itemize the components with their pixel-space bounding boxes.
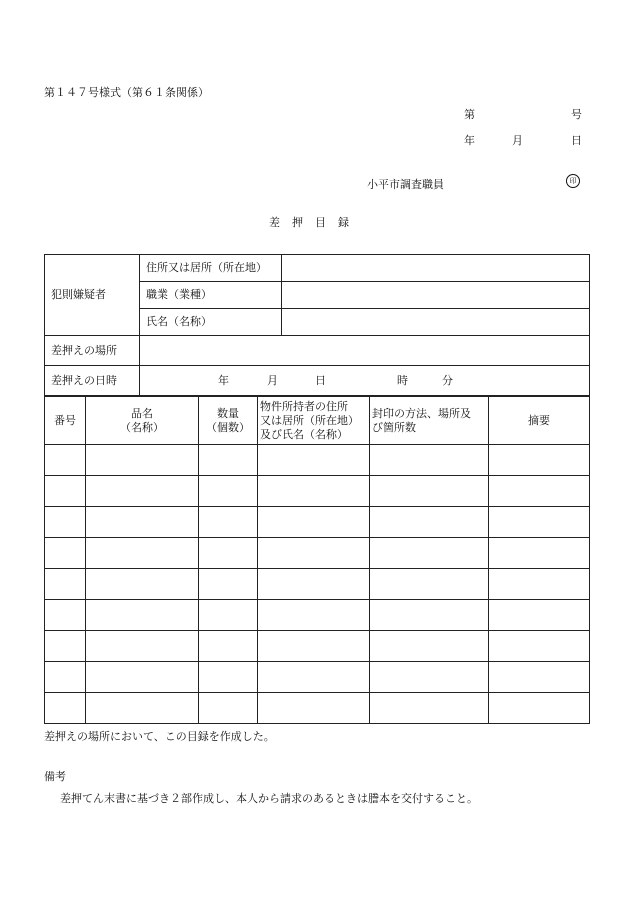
name-field[interactable] xyxy=(282,309,590,336)
header-item-name: 品名 （名称） xyxy=(86,397,199,445)
table-cell[interactable] xyxy=(370,600,489,631)
occupation-label: 職業（業種） xyxy=(140,282,282,309)
table-cell[interactable] xyxy=(258,631,370,662)
table-cell[interactable] xyxy=(489,662,590,693)
table-cell[interactable] xyxy=(199,507,258,538)
name-label: 氏名（名称） xyxy=(140,309,282,336)
table-cell[interactable] xyxy=(199,445,258,476)
address-field[interactable] xyxy=(282,255,590,282)
table-cell[interactable] xyxy=(489,538,590,569)
table-cell[interactable] xyxy=(199,662,258,693)
table-cell[interactable] xyxy=(370,445,489,476)
statement-text: 差押えの場所において、この目録を作成した。 xyxy=(44,730,275,743)
table-cell[interactable] xyxy=(258,569,370,600)
table-cell[interactable] xyxy=(86,476,199,507)
suspect-info-table xyxy=(44,254,590,396)
table-row xyxy=(45,600,590,631)
table-cell[interactable] xyxy=(86,600,199,631)
table-cell[interactable] xyxy=(489,569,590,600)
datetime-month: 月 xyxy=(267,374,278,387)
table-cell[interactable] xyxy=(370,693,489,724)
table-cell[interactable] xyxy=(199,538,258,569)
table-cell[interactable] xyxy=(258,538,370,569)
table-cell[interactable] xyxy=(489,476,590,507)
table-cell[interactable] xyxy=(45,476,86,507)
table-cell[interactable] xyxy=(86,662,199,693)
header-number: 番号 xyxy=(45,397,86,445)
table-cell[interactable] xyxy=(45,538,86,569)
table-cell[interactable] xyxy=(199,693,258,724)
table-row xyxy=(45,662,590,693)
remarks-heading: 備考 xyxy=(44,770,66,783)
table-row xyxy=(45,445,590,476)
table-row xyxy=(45,693,590,724)
datetime-day: 日 xyxy=(315,374,326,387)
date-month-label: 月 xyxy=(512,134,523,147)
seizure-datetime-field[interactable] xyxy=(140,366,590,396)
header-quantity: 数量 （個数） xyxy=(199,397,258,445)
table-cell[interactable] xyxy=(199,600,258,631)
table-cell[interactable] xyxy=(370,507,489,538)
table-cell[interactable] xyxy=(258,693,370,724)
suspect-label: 犯則嫌疑者 xyxy=(45,255,140,336)
table-cell[interactable] xyxy=(489,445,590,476)
header-owner: 物件所持者の住所 又は居所（所在地） 及び氏名（名称） xyxy=(258,397,370,445)
table-cell[interactable] xyxy=(489,693,590,724)
seizure-datetime-label: 差押えの日時 xyxy=(45,366,140,396)
seizure-place-field[interactable] xyxy=(140,336,590,366)
table-cell[interactable] xyxy=(489,600,590,631)
date-year-label: 年 xyxy=(464,134,475,147)
table-cell[interactable] xyxy=(45,662,86,693)
table-cell[interactable] xyxy=(86,631,199,662)
document-number-suffix: 号 xyxy=(571,108,582,121)
datetime-hour: 時 xyxy=(397,374,408,387)
table-cell[interactable] xyxy=(489,631,590,662)
occupation-field[interactable] xyxy=(282,282,590,309)
table-row xyxy=(45,569,590,600)
table-cell[interactable] xyxy=(370,476,489,507)
remarks-body: 差押てん末書に基づき２部作成し、本人から請求のあるときは謄本を交付すること。 xyxy=(60,792,478,805)
address-label: 住所又は居所（所在地） xyxy=(140,255,282,282)
table-cell[interactable] xyxy=(86,445,199,476)
table-cell[interactable] xyxy=(86,507,199,538)
table-cell[interactable] xyxy=(258,662,370,693)
seizure-place-label: 差押えの場所 xyxy=(45,336,140,366)
table-cell[interactable] xyxy=(86,569,199,600)
official-title: 小平市調査職員 xyxy=(367,178,444,191)
table-cell[interactable] xyxy=(199,569,258,600)
table-cell[interactable] xyxy=(199,631,258,662)
table-cell[interactable] xyxy=(45,693,86,724)
document-number-prefix: 第 xyxy=(464,108,475,121)
table-cell[interactable] xyxy=(199,476,258,507)
table-cell[interactable] xyxy=(45,445,86,476)
table-row xyxy=(45,631,590,662)
header-seal-method: 封印の方法、場所及 び箇所数 xyxy=(370,397,489,445)
header-summary: 摘要 xyxy=(489,397,590,445)
datetime-minute: 分 xyxy=(442,374,453,387)
table-cell[interactable] xyxy=(258,476,370,507)
seal-mark: 印 xyxy=(566,174,580,188)
table-cell[interactable] xyxy=(370,631,489,662)
table-cell[interactable] xyxy=(86,538,199,569)
date-day-label: 日 xyxy=(571,134,582,147)
form-number: 第１４７号様式（第６１条関係） xyxy=(44,86,209,99)
table-cell[interactable] xyxy=(45,631,86,662)
table-cell[interactable] xyxy=(258,600,370,631)
seized-items-table xyxy=(44,396,590,724)
table-cell[interactable] xyxy=(370,662,489,693)
table-cell[interactable] xyxy=(45,600,86,631)
table-cell[interactable] xyxy=(45,569,86,600)
table-cell[interactable] xyxy=(370,538,489,569)
table-cell[interactable] xyxy=(258,507,370,538)
table-cell[interactable] xyxy=(489,507,590,538)
table-cell[interactable] xyxy=(86,693,199,724)
table-row xyxy=(45,476,590,507)
datetime-year: 年 xyxy=(218,374,229,387)
table-row xyxy=(45,538,590,569)
table-cell[interactable] xyxy=(370,569,489,600)
table-cell[interactable] xyxy=(258,445,370,476)
document-title: 差押目録 xyxy=(269,216,361,229)
table-row xyxy=(45,507,590,538)
table-cell[interactable] xyxy=(45,507,86,538)
